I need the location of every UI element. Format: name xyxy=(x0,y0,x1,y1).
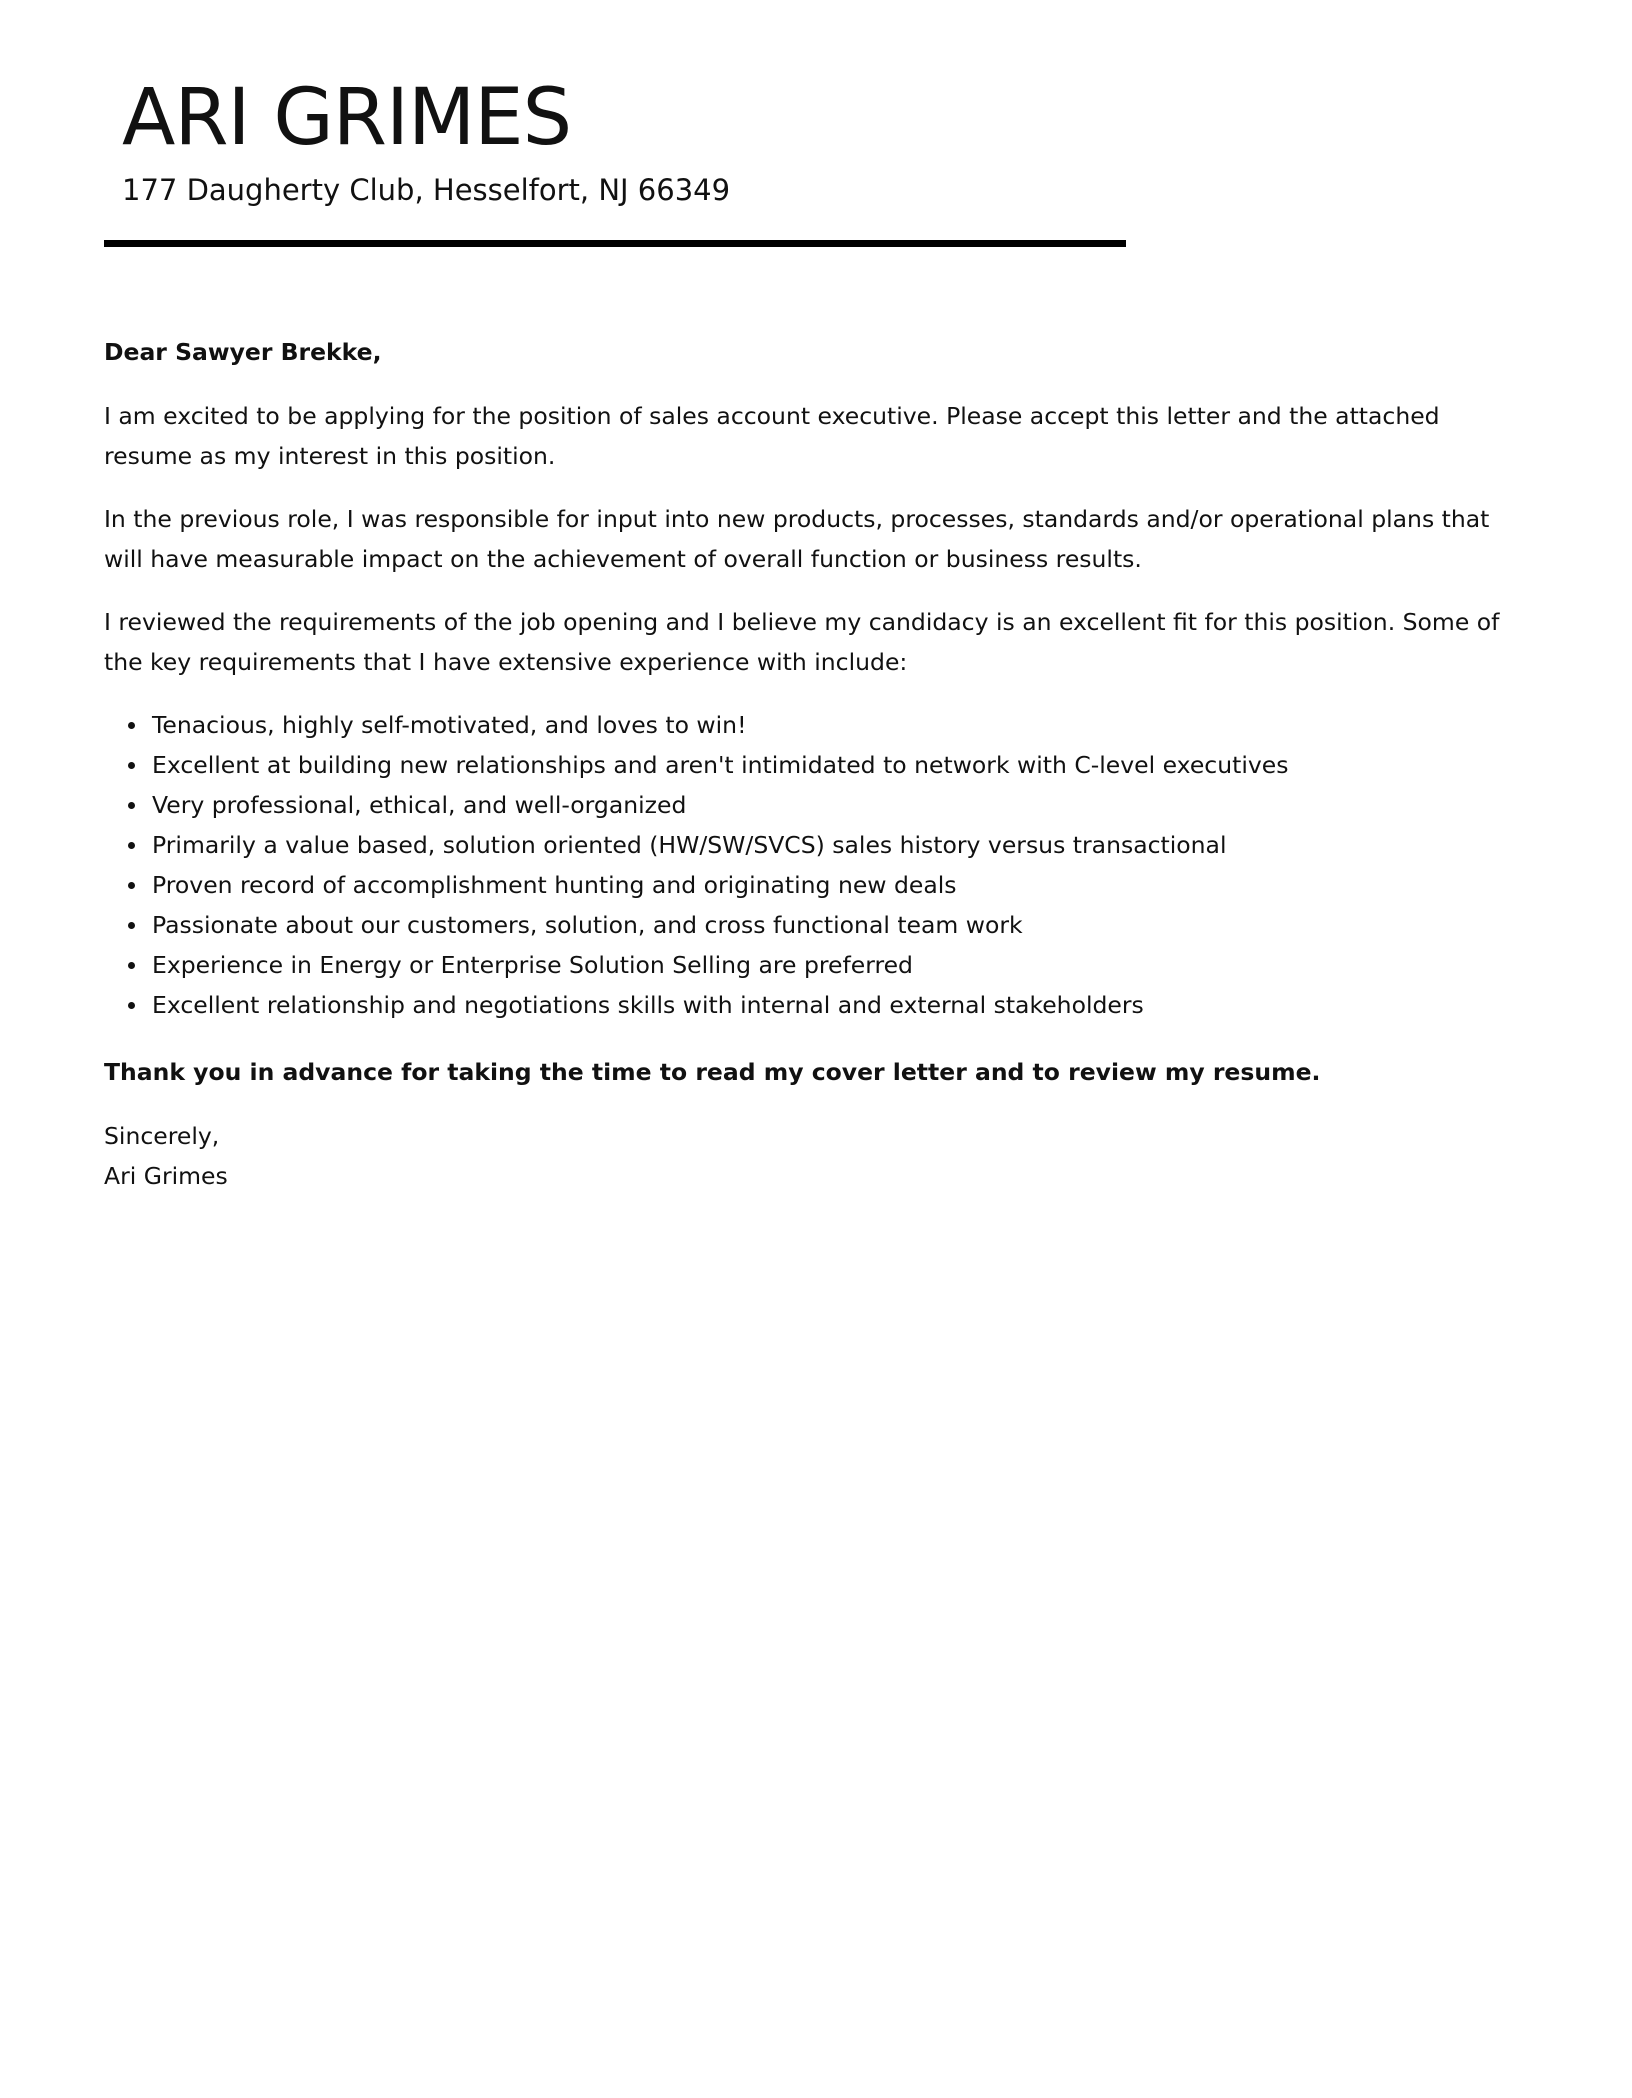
list-item-text: Very professional, ethical, and well-organized xyxy=(152,791,687,819)
list-item xyxy=(152,945,1524,985)
bullet-icon xyxy=(128,962,135,969)
list-item-text: Primarily a value based, solution oriented (HW/SW/SVCS) sales history versus transactional xyxy=(152,831,1227,859)
list-item-text: Excellent relationship and negotiations skills with internal and external stakeholders xyxy=(152,991,1144,1019)
bullet-icon xyxy=(128,922,135,929)
list-item xyxy=(152,985,1524,1025)
header-divider xyxy=(104,240,1126,247)
list-item-text: Tenacious, highly self-motivated, and loves to win! xyxy=(152,711,747,739)
signature-name: Ari Grimes xyxy=(104,1162,228,1190)
list-item xyxy=(152,785,1524,825)
salutation: Dear Sawyer Brekke, xyxy=(104,338,382,366)
bullet-icon xyxy=(128,842,135,849)
list-item xyxy=(152,705,1524,745)
bullet-icon xyxy=(128,802,135,809)
applicant-address: 177 Daugherty Club, Hesselfort, NJ 66349 xyxy=(122,173,731,207)
bullet-icon xyxy=(128,1002,135,1009)
letter-body xyxy=(104,332,1524,1196)
paragraph-requirements-intro: I reviewed the requirements of the job opening and I believe my candidacy is an excellent fit for this position. Some of the key requirements that I have extensive experience with include: xyxy=(104,608,1500,676)
list-item xyxy=(152,905,1524,945)
list-item-text: Excellent at building new relationships and aren't intimidated to network with C-level executives xyxy=(152,751,1289,779)
paragraph-previous-role: In the previous role, I was responsible for input into new products, processes, standards and/or operational plans that will have measurable impact on the achievement of overall function or business results. xyxy=(104,505,1490,573)
closing-statement: Thank you in advance for taking the time to read my cover letter and to review my resume. xyxy=(104,1058,1321,1086)
list-item xyxy=(152,825,1524,865)
bullet-icon xyxy=(128,722,135,729)
paragraph-intro: I am excited to be applying for the position of sales account executive. Please accept this letter and the attached resume as my interest in this position. xyxy=(104,402,1440,470)
bullet-icon xyxy=(128,882,135,889)
list-item xyxy=(152,745,1524,785)
list-item-text: Experience in Energy or Enterprise Solution Selling are preferred xyxy=(152,951,913,979)
bullet-icon xyxy=(128,762,135,769)
list-item-text: Passionate about our customers, solution, and cross functional team work xyxy=(152,911,1023,939)
signoff: Sincerely, xyxy=(104,1122,220,1150)
requirements-list xyxy=(104,705,1524,1025)
list-item xyxy=(152,865,1524,905)
list-item-text: Proven record of accomplishment hunting and originating new deals xyxy=(152,871,957,899)
applicant-name: ARI GRIMES xyxy=(122,73,572,163)
